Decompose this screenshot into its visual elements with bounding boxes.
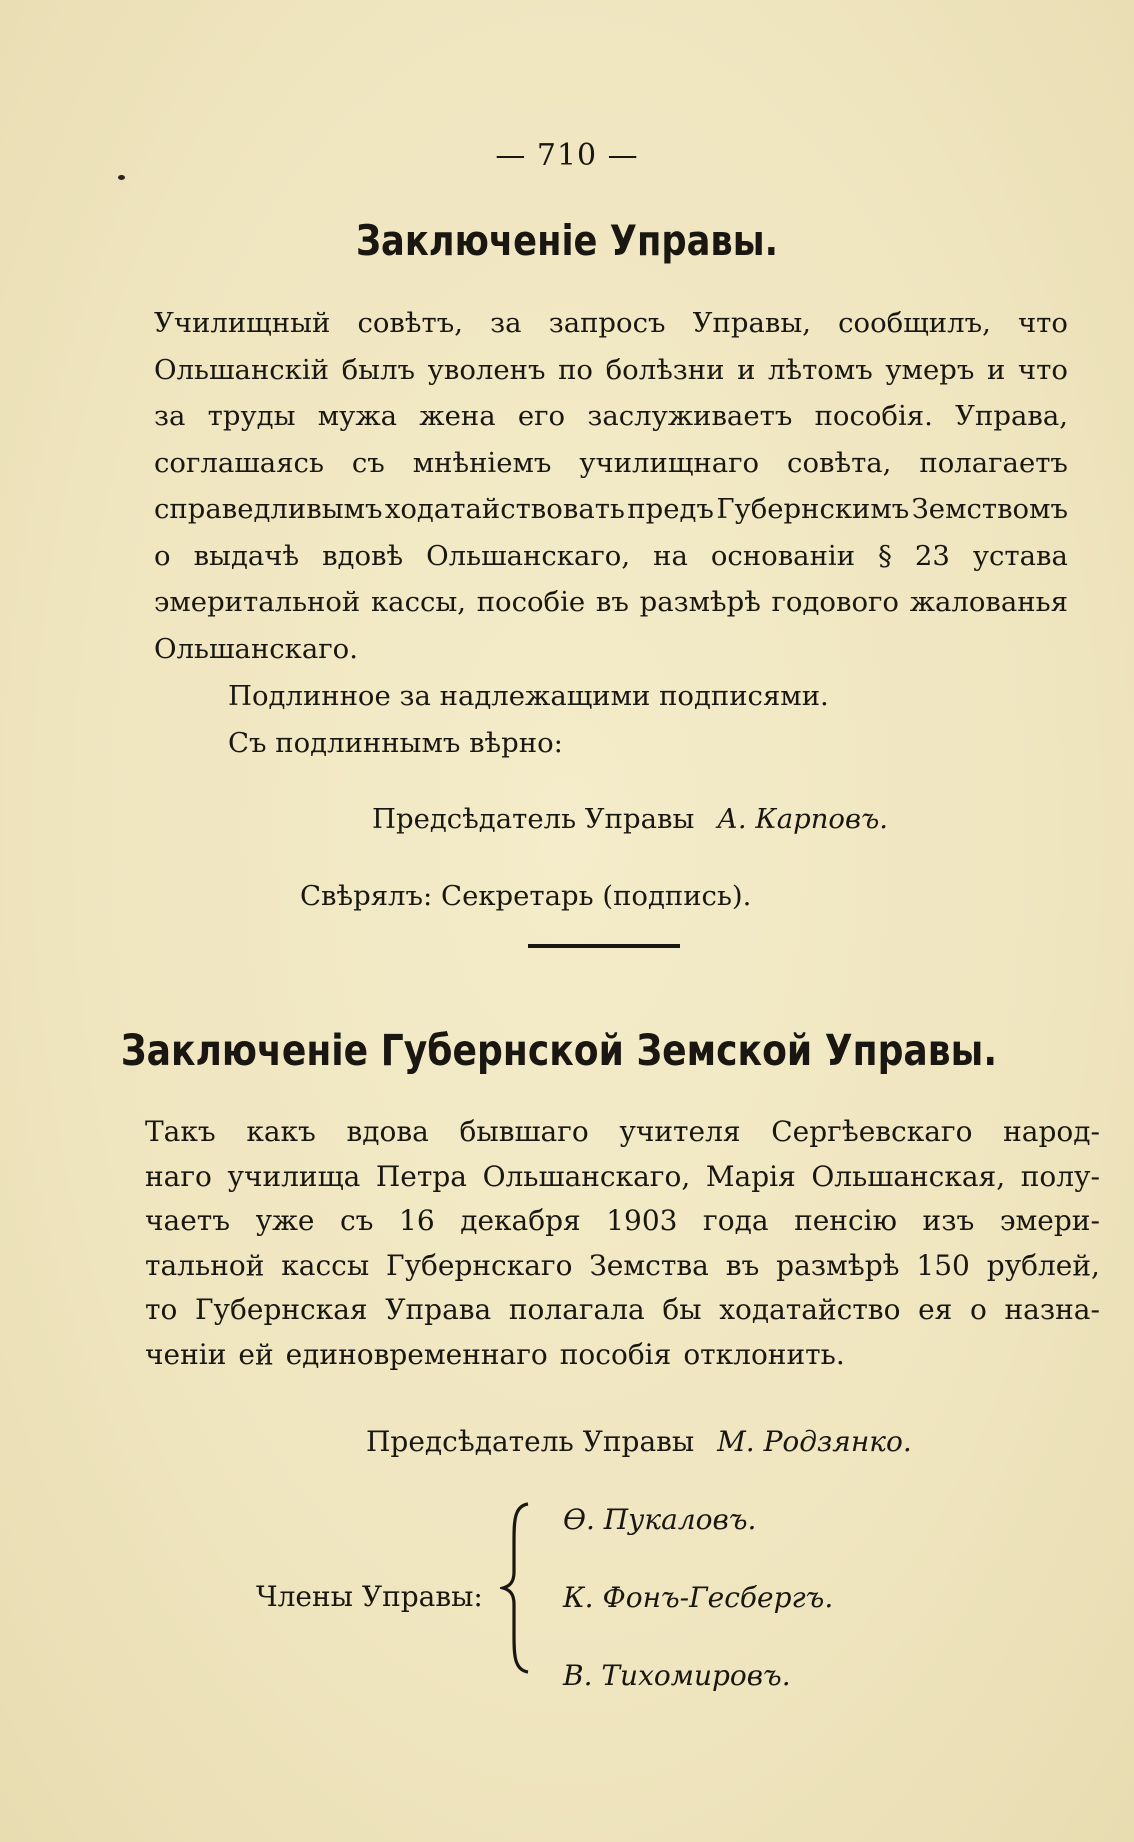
word: 23 bbox=[914, 539, 950, 572]
text-line bbox=[154, 300, 1068, 347]
word: ея bbox=[918, 1293, 953, 1326]
word: что bbox=[1018, 307, 1068, 339]
word: основаніи bbox=[710, 539, 856, 572]
word: пособія. bbox=[814, 400, 933, 432]
word: уже bbox=[255, 1204, 315, 1237]
word: полу- bbox=[1020, 1159, 1100, 1193]
word: пособіе bbox=[476, 586, 586, 618]
word: выдачѣ bbox=[193, 539, 300, 572]
text-line bbox=[154, 393, 1068, 440]
word: Марія bbox=[705, 1159, 796, 1193]
text-line bbox=[145, 1155, 1100, 1200]
word: изъ bbox=[922, 1204, 975, 1237]
word: справедливымъ bbox=[154, 493, 383, 525]
word: предъ bbox=[627, 493, 714, 525]
word: училищнаго bbox=[579, 446, 760, 479]
word: ей bbox=[238, 1337, 274, 1371]
word: жалованья bbox=[909, 586, 1068, 618]
certified-note: Съ подлиннымъ вѣрно: bbox=[228, 727, 563, 759]
word: заслуживаетъ bbox=[587, 400, 793, 432]
word: эмери- bbox=[999, 1204, 1100, 1237]
word: полагаетъ bbox=[919, 446, 1068, 479]
word: Ольшанскій bbox=[154, 353, 329, 386]
word: Губернскимъ bbox=[716, 493, 910, 525]
word: Петра bbox=[375, 1159, 467, 1193]
word: кассы bbox=[281, 1248, 370, 1282]
word: Ольшанская, bbox=[811, 1159, 1006, 1193]
section-divider bbox=[528, 944, 680, 948]
text-line bbox=[145, 1199, 1100, 1244]
word: болѣзни bbox=[605, 353, 725, 386]
word: бывшаго bbox=[459, 1115, 589, 1148]
chairman-name: М. Родзянко. bbox=[717, 1425, 912, 1458]
word: по bbox=[558, 353, 593, 386]
word: Управы, bbox=[692, 307, 811, 339]
chairman-name: А. Карповъ. bbox=[717, 803, 889, 835]
word: былъ bbox=[341, 353, 416, 386]
text-line bbox=[145, 1110, 1100, 1155]
member-name: К. Фонъ-Гесбергъ. bbox=[563, 1581, 834, 1614]
word: вдова bbox=[346, 1115, 429, 1148]
word: наго bbox=[145, 1159, 212, 1193]
section-heading-board: Заключеніе Управы. bbox=[355, 216, 779, 265]
ink-speck bbox=[118, 175, 125, 180]
word: умеръ bbox=[885, 353, 975, 386]
word: труды bbox=[207, 400, 296, 432]
word: и bbox=[986, 353, 1006, 386]
chairman-line-1 bbox=[372, 803, 888, 835]
word: 16 bbox=[399, 1204, 435, 1237]
word: Такъ bbox=[145, 1115, 216, 1148]
text-line bbox=[154, 579, 1068, 626]
word: то bbox=[145, 1293, 178, 1326]
member-name: В. Тихомировъ. bbox=[563, 1659, 791, 1692]
signatures-note: Подлинное за надлежащими подписями. bbox=[228, 680, 829, 712]
word: запросъ bbox=[548, 307, 666, 339]
word: мнѣніемъ bbox=[412, 446, 552, 479]
word: Сергѣевскаго bbox=[771, 1115, 973, 1148]
word: чаетъ bbox=[145, 1204, 231, 1237]
word: ходатайство bbox=[719, 1293, 901, 1326]
text-line bbox=[154, 440, 1068, 487]
word: за bbox=[490, 307, 522, 339]
word: жена bbox=[419, 400, 496, 432]
word: Управа, bbox=[955, 400, 1068, 432]
word: мужа bbox=[317, 400, 398, 432]
word: устава bbox=[972, 539, 1068, 572]
chairman-title: Предсѣдатель Управы bbox=[366, 1425, 695, 1458]
word: назна- bbox=[1004, 1293, 1100, 1326]
word: ченіи bbox=[145, 1337, 227, 1371]
word: соглашаясь bbox=[154, 446, 324, 479]
word: Училищный bbox=[154, 307, 331, 339]
members-label: Члены Управы: bbox=[256, 1580, 483, 1613]
word: размѣрѣ bbox=[776, 1248, 900, 1282]
page-number: — 710 — bbox=[495, 138, 639, 173]
text-line bbox=[154, 533, 1068, 580]
word: Губернская bbox=[195, 1293, 368, 1326]
word: Ольшанскаго, bbox=[426, 539, 631, 572]
word: эмеритальной bbox=[154, 586, 361, 618]
text-line bbox=[145, 1333, 1100, 1378]
word: учителя bbox=[619, 1115, 741, 1148]
word: лѣтомъ bbox=[768, 353, 873, 386]
word: пособія bbox=[559, 1337, 672, 1371]
word: съ bbox=[340, 1204, 374, 1237]
word: училища bbox=[227, 1159, 361, 1193]
word: вдовѣ bbox=[322, 539, 404, 572]
word: пенсію bbox=[794, 1204, 897, 1237]
chairman-title: Предсѣдатель Управы bbox=[372, 803, 695, 835]
word: и bbox=[737, 353, 756, 386]
word: народ- bbox=[1003, 1115, 1100, 1148]
text-line bbox=[154, 626, 1068, 673]
word: отклонить. bbox=[683, 1337, 845, 1371]
word: какъ bbox=[246, 1115, 316, 1148]
word: совѣта, bbox=[787, 446, 892, 479]
word: единовременнаго bbox=[285, 1337, 548, 1371]
word: года bbox=[703, 1204, 769, 1237]
word: размѣрѣ bbox=[639, 586, 761, 618]
word: Земства bbox=[589, 1248, 709, 1282]
word: кассы, bbox=[370, 586, 466, 618]
word: на bbox=[653, 539, 688, 572]
paragraph-board-conclusion bbox=[154, 300, 1068, 672]
word: о bbox=[154, 539, 171, 572]
word: полагала bbox=[508, 1293, 645, 1326]
word: рублей, bbox=[986, 1248, 1100, 1282]
word: Земствомъ bbox=[911, 493, 1068, 525]
word: за bbox=[154, 400, 186, 432]
word: уволенъ bbox=[427, 353, 546, 386]
word: тальной bbox=[145, 1248, 265, 1282]
word: его bbox=[517, 400, 566, 432]
text-line bbox=[154, 347, 1068, 394]
curly-brace bbox=[500, 1502, 536, 1674]
word: въ bbox=[725, 1248, 760, 1282]
word: сообщилъ, bbox=[838, 307, 991, 339]
word: годового bbox=[771, 586, 899, 618]
word: Ольшанскаго, bbox=[482, 1159, 691, 1193]
section-heading-provincial: Заключеніе Губернской Земской Управы. bbox=[120, 1026, 998, 1076]
word: декабря bbox=[460, 1204, 581, 1237]
word: что bbox=[1017, 353, 1068, 386]
chairman-line-2 bbox=[366, 1425, 912, 1458]
word: съ bbox=[351, 446, 385, 479]
word: § bbox=[878, 539, 892, 572]
text-line bbox=[145, 1288, 1100, 1333]
word: совѣтъ, bbox=[357, 307, 463, 339]
word: ходатайствовать bbox=[384, 493, 625, 525]
word: въ bbox=[595, 586, 629, 618]
word: о bbox=[969, 1293, 987, 1326]
word: Ольшанскаго. bbox=[154, 632, 358, 665]
checked-note: Свѣрялъ: Секретарь (подпись). bbox=[300, 880, 752, 912]
word: Управа bbox=[385, 1293, 492, 1326]
word: Губернскаго bbox=[386, 1248, 573, 1282]
text-line bbox=[154, 486, 1068, 533]
word: бы bbox=[662, 1293, 702, 1326]
paragraph-provincial-conclusion bbox=[145, 1110, 1100, 1377]
word: 150 bbox=[916, 1248, 970, 1282]
text-line bbox=[145, 1244, 1100, 1289]
word: 1903 bbox=[606, 1204, 678, 1237]
member-name: Ѳ. Пукаловъ. bbox=[563, 1503, 757, 1536]
